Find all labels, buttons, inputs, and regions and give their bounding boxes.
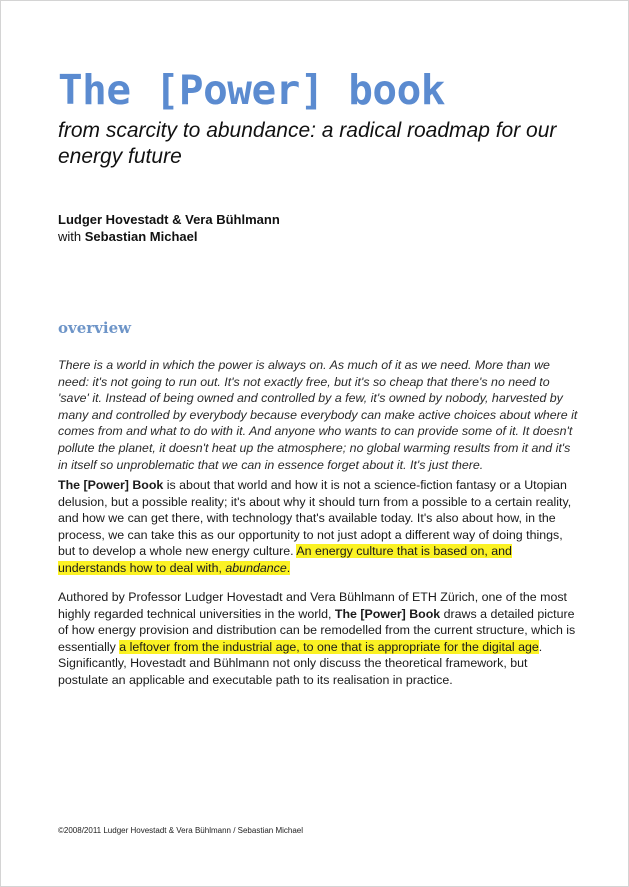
paragraph-2-text: is about that world and how it is not a science-fiction fantasy or a Utopian delusion, but a possible reality; it's about why it should turn from a possible to a certain reality, and how we can get there, with technology that's available today. It's also about how, in the process, we can take this as our opportunity to not just adopt a different way of doing things, but to develop a whole new energy culture. xyxy=(58,478,572,559)
highlight-emphasis: abundance xyxy=(225,560,287,575)
overview-paragraph-3 xyxy=(58,589,578,689)
author-block xyxy=(58,211,280,245)
paragraph-3-text-b: draws a detailed picture of how energy provision and distribution can be remodelled from the current structure, which is essentially xyxy=(58,606,576,654)
overview-paragraph-2 xyxy=(58,477,578,577)
document-subtitle: from scarcity to abundance: a radical roadmap for our energy future xyxy=(58,119,557,168)
copyright-footer: ©2008/2011 Ludger Hovestadt & Vera Bühlmann / Sebastian Michael xyxy=(58,826,304,835)
highlighted-text: a leftover from the industrial age, to one that is appropriate for the digital age xyxy=(119,639,539,654)
document-title: The [Power] book xyxy=(58,66,445,114)
with-label: with xyxy=(58,229,82,244)
secondary-author-line xyxy=(58,228,280,245)
secondary-author: Sebastian Michael xyxy=(84,229,198,244)
paragraph-3-text-c: . Significantly, Hovestadt and Bühlmann not only discuss the theoretical framework, but postulate an applicable and executable path to its realisation in practice. xyxy=(58,639,543,687)
book-name: The [Power] Book xyxy=(334,606,441,621)
overview-heading: overview xyxy=(58,319,132,337)
main-authors: Ludger Hovestadt & Vera Bühlmann xyxy=(58,212,280,227)
overview-paragraph-1: There is a world in which the power is always on. As much of it as we need. More than we need: it's not going to run out. It's not exactly free, but it's so cheap that there's no need to 'save' it. Instead of being owned and controlled by a few, it's owned by nobody, harvested by many and controlled by everybody because everybody can make active choices about where it comes from and what to do with it. And anyone who wants to can provide some of it. It doesn't pollute the planet, it doesn't heat up the atmosphere; no global warming results from it and it's in itself so unproblematic that we can in essence forget about it. It's just there. xyxy=(58,358,578,472)
highlight-end: . xyxy=(286,560,291,575)
book-name: The [Power] Book xyxy=(58,478,164,492)
highlight-text-part: An energy culture that is based on, and understands how to deal with, xyxy=(58,544,512,575)
paragraph-3-text-a: Authored by Professor Ludger Hovestadt and Vera Bühlmann of ETH Zürich, one of the most highly regarded technical universities in the world, xyxy=(58,590,567,621)
